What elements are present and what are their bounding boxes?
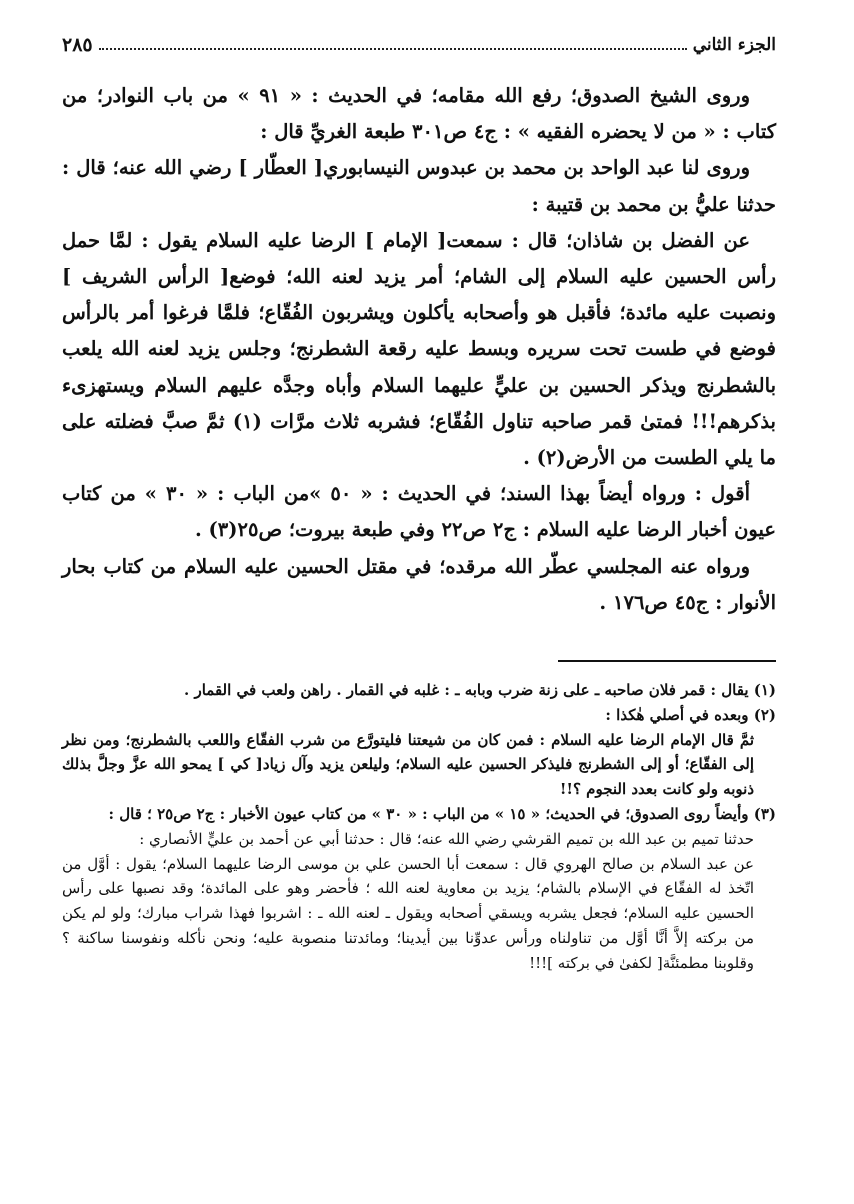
footnote-3-hadith: عن عبد السلام بن صالح الهروي قال : سمعت أبا الحسن علي بن موسى الرضا عليهما السلام؛ يقول : أوَّل من اتّخذ له الفقّاع في الإسلام بالشام؛ يزيد بن معاوية لعنه الله ؛ فأحضر وهو على المائدة؛ وقد نصبها على رأس الحسين عليه السلام؛ فجعل يشربه ويسقي أصحابه ويقول ـ لعنه الله ـ : اشربوا فهذا شراب مبارك؛ ولو لم يكن من بركته إلاَّ أنَّا أوَّل من تناولناه ورأس عدوِّنا بين أيدينا؛ ومائدتنا منصوبة عليه؛ ونحن نأكله ونفوسنا ساكنة ؟ وقلوبنا مطمئنَّة[ لكفىٰ في بركته ]!!! [62,854,754,972]
running-title: الجزء الثاني [692,35,776,55]
footnote-3: (٣) وأيضاً روى الصدوق؛ في الحديث؛ « ١٥ » من الباب : « ٣٠ » من كتاب عيون الأخبار : ج٢ ص٢٥ ؛ قال : [108,804,776,823]
main-text [62,78,776,621]
footnote-2: (٢) وبعده في أصلي هٰكذا : [605,705,776,724]
footnote-3-chain: حدثنا تميم بن عبد الله بن تميم القرشي رضي الله عنه؛ قال : حدثنا أبي عن أحمد بن عليٍّ الأنصاري : [139,829,754,848]
footnote-divider [558,660,776,662]
footnote-2-quote: ثمَّ قال الإمام الرضا عليه السلام : فمن كان من شيعتنا فليتورَّع من شرب الفقّاع واللعب بالشطرنج؛ ومن نظر إلى الفقّاع؛ أو إلى الشطرنج فليذكر الحسين عليه السلام؛ وليلعن يزيد وآل زياد[ كي ] يمحو الله عزَّ وجلَّ بذلك ذنوبه ولو كانت بعدد النجوم ؟!! [62,730,754,799]
page-number: ٢٨٥ [62,34,93,56]
footnote-1: (١) يقال : قمر فلان صاحبه ـ على زنة ضرب وبابه ـ : غلبه في القمار . راهن ولعب في القمار . [184,681,776,699]
page-header [62,30,776,60]
paragraph-majlisi-reference: ورواه عنه المجلسي عطّر الله مرقده؛ في مقتل الحسين عليه السلام من كتاب بحار الأنوار : ج٤٥ ص١٧٦ . [62,554,776,614]
paragraph-saduq-narration: وروى الشيخ الصدوق؛ رفع الله مقامه؛ في الحديث : « ٩١ » من باب النوادر؛ من كتاب : « من لا يحضره الفقيه » : ج٤ ص٣٠١ طبعة الغريِّ قال : [62,84,776,144]
paragraph-chain-of-narrators: وروى لنا عبد الواحد بن محمد بن عبدوس النيسابوري[ العطّار ] رضي الله عنه؛ قال : حدثنا عليُّ بن محمد بن قتيبة : [62,156,776,216]
leader-dots [99,48,687,50]
footnotes [62,678,776,976]
paragraph-author-note: أقول : ورواه أيضاً بهذا السند؛ في الحديث : « ٥٠ »من الباب : « ٣٠ » من كتاب عيون أخبار الرضا عليه السلام : ج٢ ص٢٢ وفي طبعة بيروت؛ ص٢٥(٣) . [62,482,776,542]
paragraph-hadith-text: عن الفضل بن شاذان؛ قال : سمعت[ الإمام ] الرضا عليه السلام يقول : لمَّا حمل رأس الحسين عليه السلام إلى الشام؛ أمر يزيد لعنه الله؛ فوضع[ الرأس الشريف ] ونصبت عليه مائدة؛ فأقبل هو وأصحابه يأكلون ويشربون الفُقّاع؛ فلمَّا فرغوا أمر بالرأس فوضع في طست تحت سريره وبسط عليه رقعة الشطرنج؛ وجلس يزيد لعنه الله يلعب بالشطرنج ويذكر الحسين بن عليٍّ عليهما السلام وأباه وجدَّه عليهم السلام ويستهزىء بذكرهم!!! فمتىٰ قمر صاحبه تناول الفُقّاع؛ فشربه ثلاث مرَّات (١) ثمَّ صبَّ فضلته على ما يلي الطست من الأرض(٢) . [62,228,776,470]
